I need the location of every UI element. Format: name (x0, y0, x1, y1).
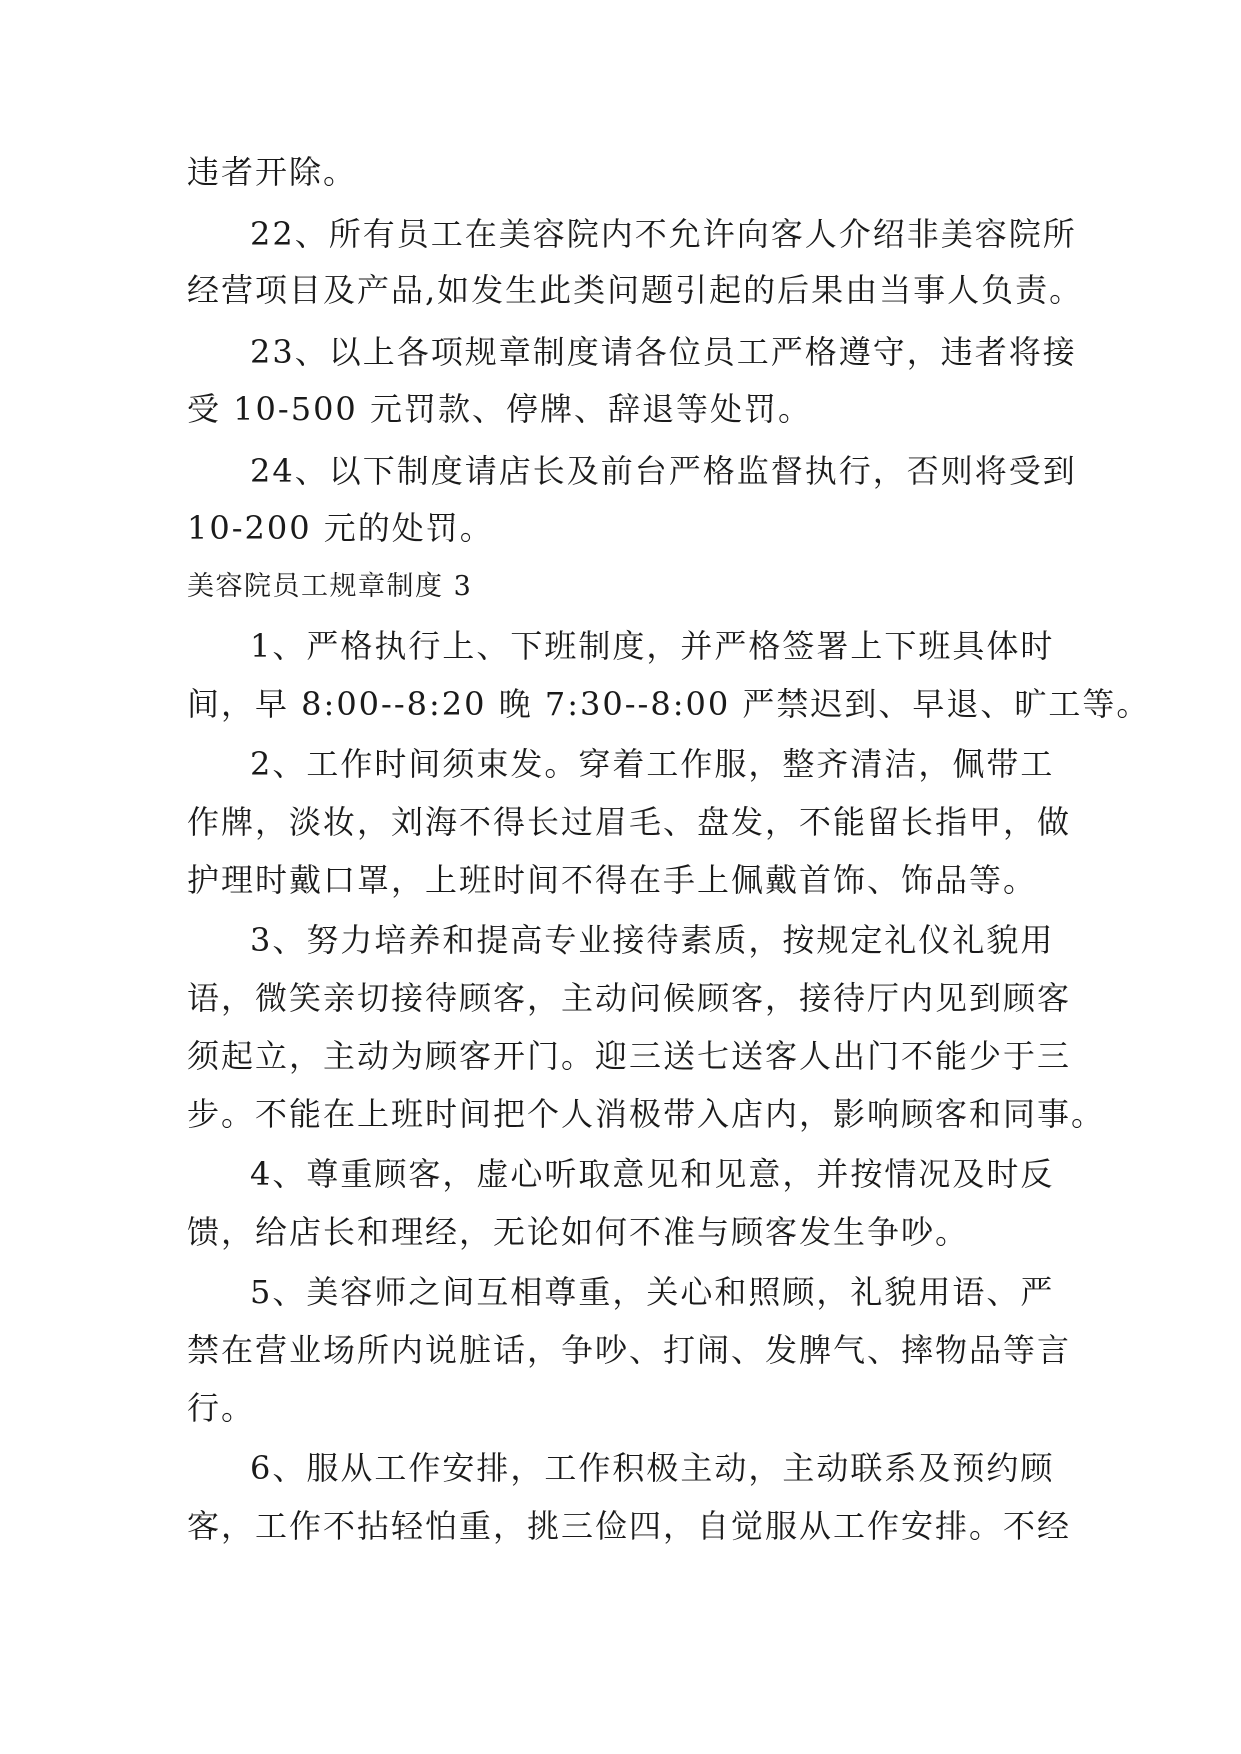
text-line: 行。 (187, 1389, 256, 1427)
paragraph-start: 4、尊重顾客，虚心听取意见和见意，并按情况及时反 (250, 1155, 1055, 1193)
text-line: 间，早 8:00--8:20 晚 7:30--8:00 严禁迟到、早退、旷工等。 (187, 685, 1151, 723)
text-line: 经营项目及产品,如发生此类问题引起的后果由当事人负责。 (187, 271, 1084, 309)
paragraph-start: 6、服从工作安排，工作积极主动，主动联系及预约顾 (250, 1449, 1055, 1487)
text-line: 受 10-500 元罚款、停牌、辞退等处罚。 (187, 390, 812, 428)
text-line: 10-200 元的处罚。 (187, 509, 494, 547)
paragraph-start: 5、美容师之间互相尊重，关心和照顾，礼貌用语、严 (250, 1273, 1055, 1311)
paragraph-start: 3、努力培养和提高专业接待素质，按规定礼仪礼貌用 (250, 921, 1055, 959)
text-line: 违者开除。 (187, 153, 358, 191)
paragraph-start: 23、以上各项规章制度请各位员工严格遵守，违者将接 (250, 333, 1077, 371)
section-heading: 美容院员工规章制度 3 (187, 571, 473, 602)
paragraph-start: 1、严格执行上、下班制度，并严格签署上下班具体时 (250, 627, 1055, 665)
paragraph-start: 24、以下制度请店长及前台严格监督执行，否则将受到 (250, 452, 1077, 490)
text-line: 须起立，主动为顾客开门。迎三送七送客人出门不能少于三 (187, 1037, 1072, 1075)
text-line: 步。不能在上班时间把个人消极带入店内，影响顾客和同事。 (187, 1095, 1106, 1133)
text-line: 禁在营业场所内说脏话，争吵、打闹、发脾气、摔物品等言 (187, 1331, 1072, 1369)
paragraph-start: 22、所有员工在美容院内不允许向客人介绍非美容院所 (250, 215, 1077, 253)
paragraph-start: 2、工作时间须束发。穿着工作服，整齐清洁，佩带工 (250, 745, 1055, 783)
text-line: 护理时戴口罩，上班时间不得在手上佩戴首饰、饰品等。 (187, 861, 1038, 899)
text-line: 作牌，淡妆，刘海不得长过眉毛、盘发，不能留长指甲，做 (187, 803, 1072, 841)
text-line: 客，工作不拈轻怕重，挑三俭四，自觉服从工作安排。不经 (187, 1507, 1072, 1545)
text-line: 馈，给店长和理经，无论如何不准与顾客发生争吵。 (187, 1213, 970, 1251)
text-line: 语，微笑亲切接待顾客，主动问候顾客，接待厅内见到顾客 (187, 979, 1072, 1017)
